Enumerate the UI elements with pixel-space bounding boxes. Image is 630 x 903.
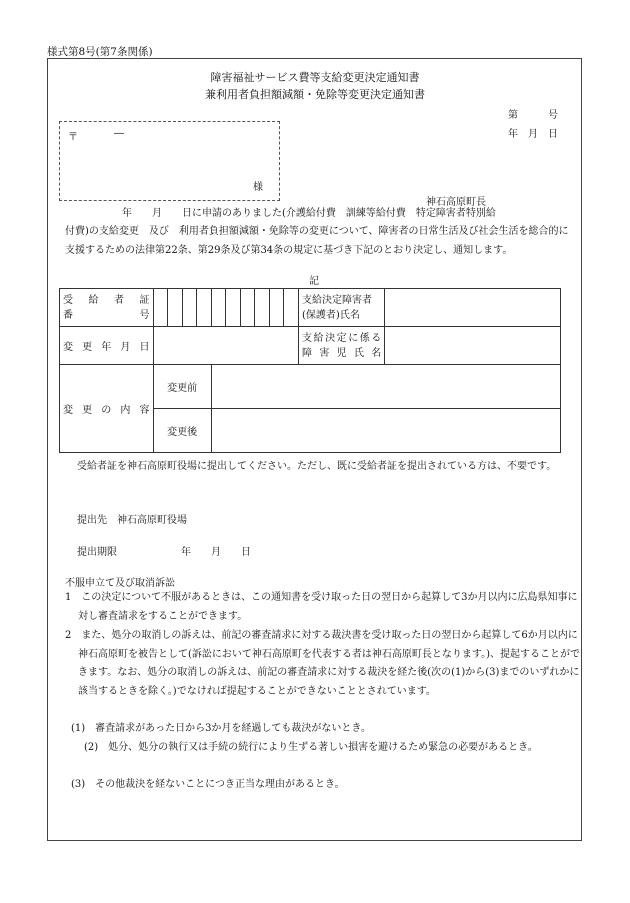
beneficiary-label-line1: 支給決定障害者 [302, 294, 373, 306]
after-label: 変更後 [153, 409, 211, 453]
digit-box[interactable] [153, 289, 168, 327]
sub-item-3: (3) その他裁決を経ないことにつき正当な理由があるとき。 [71, 779, 345, 790]
child-label-line2: 障害児氏名 [302, 347, 382, 359]
digit-box[interactable] [240, 289, 255, 327]
postal-dash: ― [114, 128, 124, 139]
digit-box[interactable] [226, 289, 241, 327]
recipient-number-label-line1: 受 給 者 証 [63, 294, 150, 306]
issuer: 神石高原町長 [426, 197, 486, 208]
digit-box[interactable] [269, 289, 284, 327]
appeal-item-2: 2 また、処分の取消しの訴えは、前記の審査請求に対する裁決書を受け取った日の翌日から起算して6か月以内に神石高原町を被告として(訴訟において神石高原町を代表する者は神石高原町長となります。)、提起することができます。なお、処分の取消しの訴えは、前記の審査請求に対する裁決を経た後(次の(1)から(3)までのいずれかに該当するときを除く。)でなければ提起することができないこととされています。 [65, 630, 581, 697]
intro-paragraph: 付費)の支給変更 及び 利用者負担額減額・免除等の変更について、障害者の日常生活及び社会生活を総合的に支援するための法律第22条、第29条及び第34条の規定に基づき下記のとおり決定し、通知します。 [65, 226, 569, 256]
notice-paragraph: 受給者証を神石高原町役場に提出してください。ただし、既に受給者証を提出されている方は、不要です。 [77, 461, 557, 472]
beneficiary-name-field[interactable] [385, 289, 561, 327]
child-label-line1: 支給決定に係る [302, 332, 382, 344]
digit-box[interactable] [211, 289, 226, 327]
digit-box[interactable] [168, 289, 183, 327]
sub-item-2: (2) 処分、処分の執行又は手続の続行により生ずる著しい損害を避けるため緊急の必要があるとき。 [84, 742, 538, 753]
form-number: 様式第8号(第7条関係) [47, 46, 153, 58]
postal-mark: 〒 [68, 132, 78, 143]
before-label: 変更前 [153, 365, 211, 409]
address-box [59, 121, 280, 201]
title-line-1: 障害福祉サービス費等支給変更決定通知書 [210, 71, 420, 84]
document-number: 第 号 [508, 110, 558, 121]
appeal-item-1: 1 この決定について不服があるときは、この通知書を受け取った日の翌日から起算して3か月以内に広島県知事に対し審査請求をすることができます。 [65, 592, 578, 622]
change-date-field[interactable] [153, 327, 298, 365]
beneficiary-label [299, 289, 385, 327]
sub-item-1: (1) 審査請求があった日から3か月を経過しても裁決がないとき。 [71, 723, 372, 734]
digit-box[interactable] [284, 289, 299, 327]
change-date-label: 変更年月日 [60, 327, 154, 365]
before-field[interactable] [211, 365, 560, 409]
addressee-suffix: 様 [253, 182, 263, 193]
digit-box[interactable] [255, 289, 270, 327]
decision-table [59, 288, 561, 453]
recipient-number-label [60, 289, 154, 327]
document-date: 年 月 日 [508, 129, 558, 140]
change-content-label: 変更の内容 [60, 365, 154, 453]
recipient-number-label-line2: 番 号 [63, 309, 150, 321]
appeal-heading: 不服申立て及び取消訴訟 [65, 578, 175, 589]
child-label [299, 327, 385, 365]
beneficiary-label-line2: (保護者)氏名 [302, 309, 360, 321]
title-line-2: 兼利用者負担額減額・免除等変更決定通知書 [205, 88, 425, 101]
digit-box[interactable] [197, 289, 212, 327]
digit-box[interactable] [182, 289, 197, 327]
ki-heading: 記 [309, 276, 319, 287]
submit-deadline-date: 年 月 日 [181, 547, 251, 558]
after-field[interactable] [211, 409, 560, 453]
submit-to: 提出先 神石高原町役場 [77, 515, 187, 526]
child-name-field[interactable] [385, 327, 561, 365]
submit-deadline-label: 提出期限 [77, 547, 117, 558]
intro-line-1: 年 月 日に申請のありました(介護給付費 訓練等給付費 特定障害者特別給 [122, 208, 496, 219]
